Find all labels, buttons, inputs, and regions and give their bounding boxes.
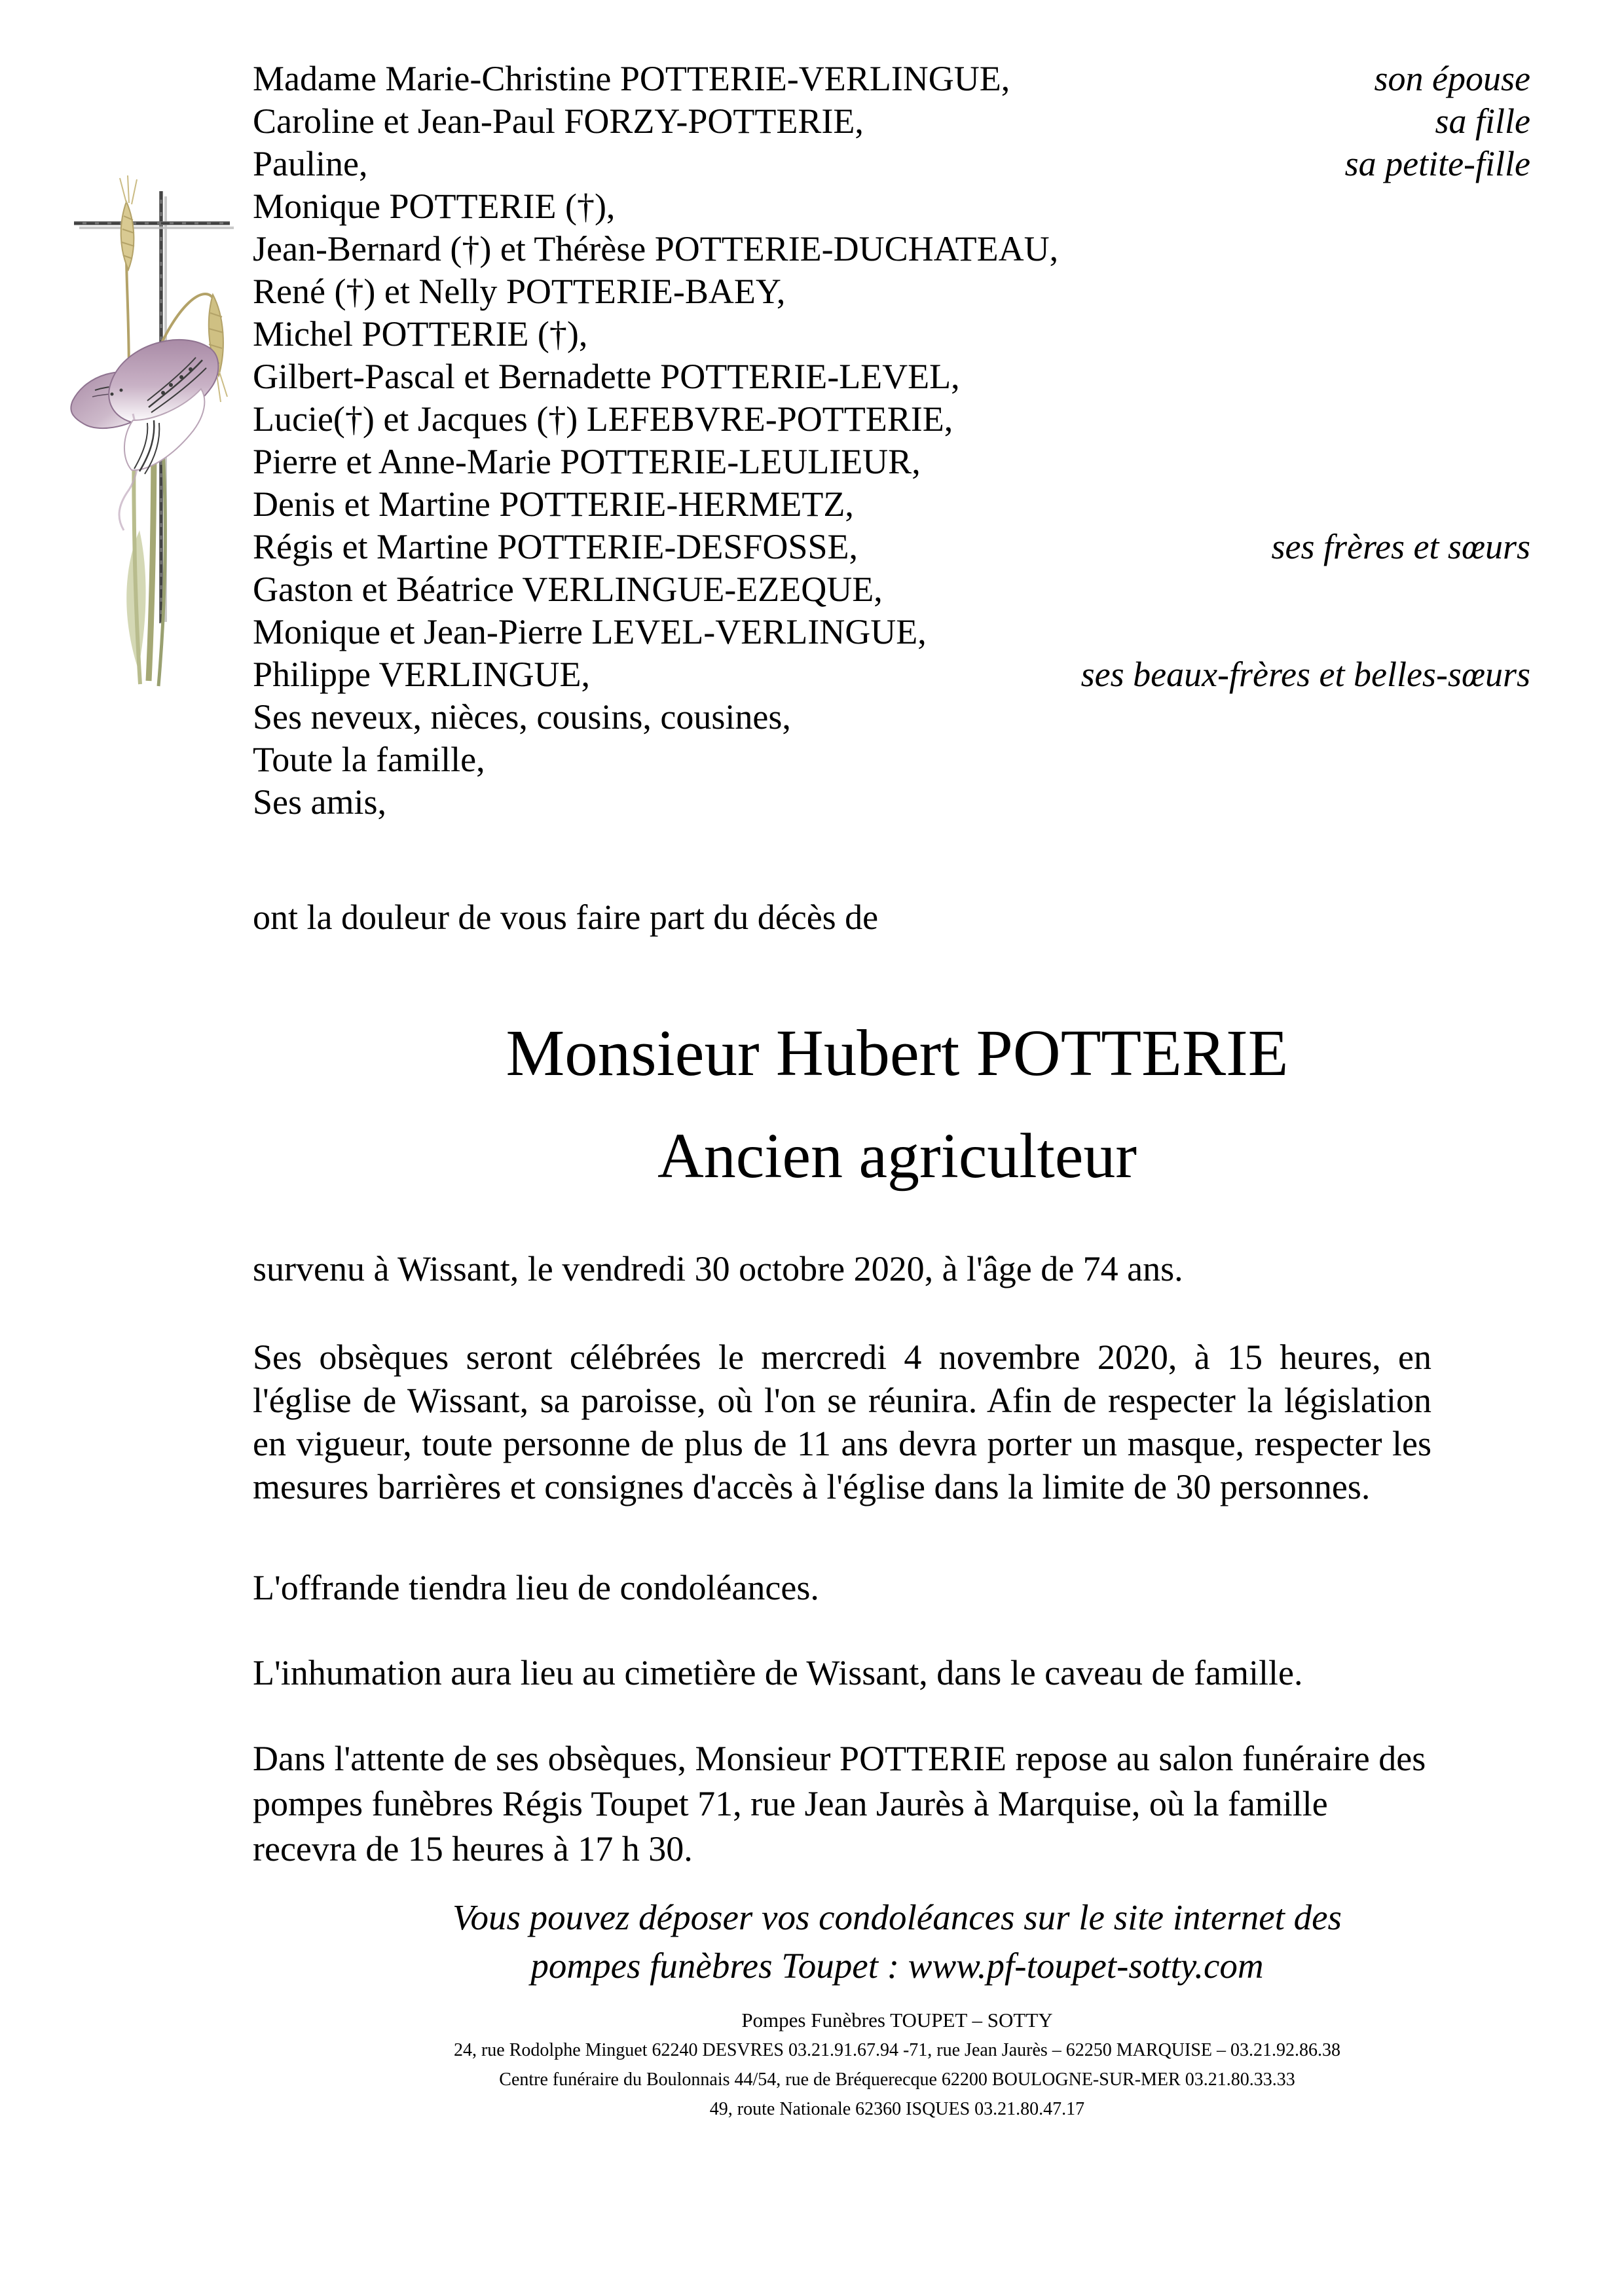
family-name: Lucie(†) et Jacques (†) LEFEBVRE-POTTERIE, bbox=[253, 399, 953, 439]
wheat-left-icon bbox=[120, 175, 137, 380]
family-row bbox=[253, 653, 1530, 696]
paragraph-visitation: Dans l'attente de ses obsèques, Monsieur POTTERIE repose au salon funéraire des pompes funèbres Régis Toupet 71, rue Jean Jaurès à Marquise, où la famille recevra de 15 heures à 17 h 30. bbox=[253, 1739, 1426, 1868]
family-row bbox=[253, 568, 1530, 611]
family-name: Pauline, bbox=[253, 144, 368, 183]
footer-address-line: 49, route Nationale 62360 ISQUES 03.21.80.47.17 bbox=[709, 2099, 1085, 2119]
family-name: Gilbert-Pascal et Bernadette POTTERIE-LEVEL, bbox=[253, 357, 960, 396]
family-name: Pierre et Anne-Marie POTTERIE-LEULIEUR, bbox=[253, 442, 921, 481]
memorial-artwork bbox=[56, 164, 239, 707]
footer-address-line: 24, rue Rodolphe Minguet 62240 DESVRES 03.21.91.67.94 -71, rue Jean Jaurès – 62250 MARQUISE – 03.21.92.86.38 bbox=[453, 2040, 1341, 2060]
paragraph-offering: L'offrande tiendra lieu de condoléances. bbox=[253, 1568, 819, 1607]
paragraph-burial: L'inhumation aura lieu au cimetière de Wissant, dans le caveau de famille. bbox=[253, 1653, 1303, 1692]
family-name: Gaston et Béatrice VERLINGUE-EZEQUE, bbox=[253, 570, 883, 609]
family-row bbox=[253, 781, 1530, 824]
family-row bbox=[253, 483, 1530, 526]
footer-company-name: Pompes Funèbres TOUPET – SOTTY bbox=[741, 2009, 1053, 2032]
family-name: Caroline et Jean-Paul FORZY-POTTERIE, bbox=[253, 101, 864, 141]
condolences-note bbox=[253, 1893, 1541, 1990]
family-name: Jean-Bernard (†) et Thérèse POTTERIE-DUCHATEAU, bbox=[253, 229, 1059, 268]
family-row bbox=[253, 611, 1530, 653]
family-name: Philippe VERLINGUE, bbox=[253, 655, 590, 694]
paragraph-ceremony: Ses obsèques seront célébrées le mercredi 4 novembre 2020, à 15 heures, en l'église de Wissant, sa paroisse, où l'on se réunira. Afin de respecter la législation en vigueur, toute personne de plus de 11 ans devra porter un masque, respecter les mesures barrières et consignes d'accès à l'église dans la limite de 30 personnes. bbox=[253, 1338, 1431, 1506]
family-row bbox=[253, 398, 1530, 441]
calla-lily-icon bbox=[71, 340, 218, 530]
family-list bbox=[253, 58, 1530, 824]
family-name: Ses amis, bbox=[253, 782, 387, 822]
family-row bbox=[253, 228, 1530, 270]
family-name: Monique et Jean-Pierre LEVEL-VERLINGUE, bbox=[253, 612, 927, 651]
deceased-block bbox=[253, 1015, 1541, 1193]
family-name: Madame Marie-Christine POTTERIE-VERLINGUE, bbox=[253, 59, 1010, 98]
family-row bbox=[253, 313, 1530, 355]
family-row bbox=[253, 738, 1530, 781]
footer-address-line: Centre funéraire du Boulonnais 44/54, rue de Bréquerecque 62200 BOULOGNE-SUR-MER 03.21.80.33.33 bbox=[499, 2069, 1295, 2090]
condolences-line-2: pompes funèbres Toupet : www.pf-toupet-sotty.com bbox=[530, 1946, 1264, 1986]
relation-label: sa petite-fille bbox=[1344, 144, 1530, 183]
announcement-line: ont la douleur de vous faire part du décès de bbox=[253, 898, 879, 937]
family-row bbox=[253, 58, 1530, 100]
family-name: Monique POTTERIE (†), bbox=[253, 187, 616, 226]
family-row bbox=[253, 696, 1530, 738]
family-name: Ses neveux, nièces, cousins, cousines, bbox=[253, 697, 791, 737]
family-name: Régis et Martine POTTERIE-DESFOSSE, bbox=[253, 527, 858, 566]
funeral-home-footer bbox=[253, 2005, 1541, 2124]
condolences-line-1: Vous pouvez déposer vos condoléances sur le site internet des bbox=[452, 1897, 1342, 1937]
relation-label: son épouse bbox=[1374, 59, 1530, 98]
paragraph-death-notice: survenu à Wissant, le vendredi 30 octobre 2020, à l'âge de 74 ans. bbox=[253, 1249, 1183, 1288]
relation-label: sa fille bbox=[1435, 101, 1530, 141]
family-row bbox=[253, 143, 1530, 185]
family-row bbox=[253, 355, 1530, 398]
family-row bbox=[253, 270, 1530, 313]
relation-label: ses frères et sœurs bbox=[1271, 527, 1530, 566]
relation-label: ses beaux-frères et belles-sœurs bbox=[1080, 655, 1530, 694]
deceased-name: Monsieur Hubert POTTERIE bbox=[506, 1016, 1289, 1089]
deceased-occupation: Ancien agriculteur bbox=[657, 1121, 1137, 1192]
family-row bbox=[253, 441, 1530, 483]
family-name: Toute la famille, bbox=[253, 740, 485, 779]
family-row bbox=[253, 185, 1530, 228]
family-name: René (†) et Nelly POTTERIE-BAEY, bbox=[253, 272, 786, 311]
family-name: Denis et Martine POTTERIE-HERMETZ, bbox=[253, 484, 854, 524]
family-name: Michel POTTERIE (†), bbox=[253, 314, 588, 354]
family-row bbox=[253, 526, 1530, 568]
family-row bbox=[253, 100, 1530, 143]
